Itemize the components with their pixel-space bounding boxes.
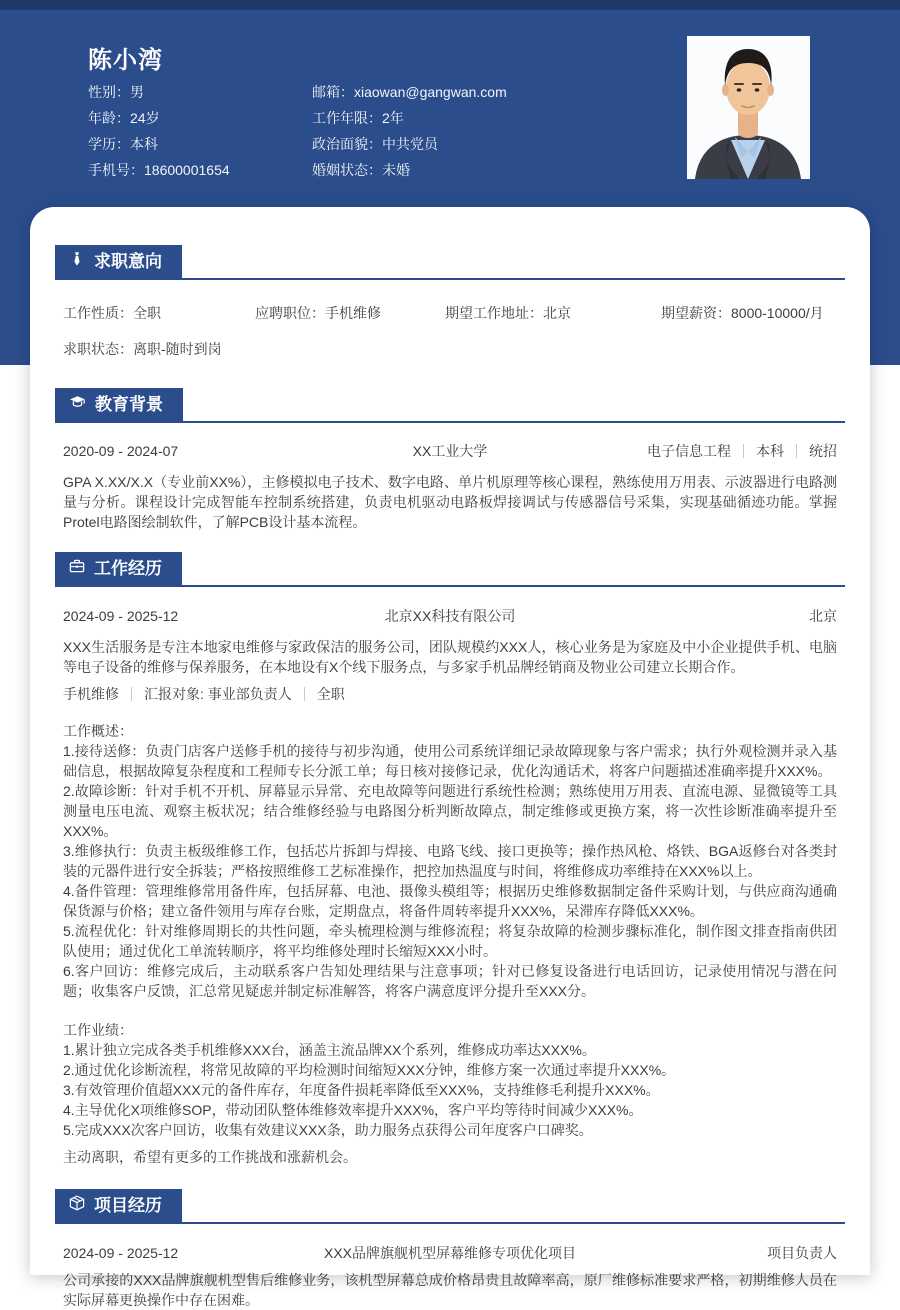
info-work-years: 工作年限：2年 <box>312 110 404 126</box>
separator <box>304 687 305 701</box>
education-major: 电子信息工程 <box>647 443 731 459</box>
project-period: 2024-09 - 2025-12 <box>63 1245 179 1261</box>
resume-card <box>30 207 870 1308</box>
work-achievement-item: 5.完成XXX次客户回访，收集有效建议XXX条，助力服务点获得公司年度客户口碑奖。 <box>63 1122 593 1138</box>
education-admission: 统招 <box>809 443 837 459</box>
section-title: 求职意向 <box>94 252 162 271</box>
field-salary: 期望薪资：8000-10000/月 <box>661 305 824 321</box>
package-icon <box>69 1189 85 1222</box>
work-overview-item: 5.流程优化：针对维修周期长的共性问题，牵头梳理检测与维修流程；将复杂故障的检测步骤标准化，制作图文排查指南供团队使用；通过优化工单流转顺序，将平均维修处理时长缩短XXX小时。 <box>63 923 837 959</box>
education-period: 2020-09 - 2024-07 <box>63 443 179 459</box>
education-school: XX工业大学 <box>412 443 488 459</box>
section-title: 工作经历 <box>94 559 162 578</box>
work-location: 北京 <box>809 608 837 624</box>
project-description: 公司承接的XXX品牌旗舰机型售后维修业务，该机型屏幕总成价格昂贵且故障率高，原厂维修标准要求严格，初期维修人员在实际屏幕更换操作中存在困难。 <box>63 1272 837 1308</box>
info-marital-status: 婚姻状态：未婚 <box>312 162 410 178</box>
work-role-row <box>55 686 845 702</box>
portrait-photo <box>687 36 810 179</box>
work-overview-item: 2.故障诊断：针对手机不开机、屏幕显示异常、充电故障等问题进行系统性检测；熟练使用万用表、直流电源、显微镜等工具测量电压电流、观察主板状况；结合维修经验与电路图分析判断故障点，制定维修或更换方案，将一次性诊断准确率提升至XXX%。 <box>63 783 837 839</box>
candidate-name: 陈小湾 <box>88 47 163 74</box>
work-achievement-item: 1.累计独立完成各类手机维修XXX台，涵盖主流品牌XX个系列，维修成功率达XXX%。 <box>63 1042 596 1058</box>
portrait-photo-illustration <box>687 36 810 179</box>
field-job-status: 求职状态：离职-随时到岗 <box>63 341 222 357</box>
project-meta-row <box>55 1245 845 1261</box>
briefcase-icon <box>69 552 85 585</box>
education-description: GPA X.XX/X.X（专业前XX%），主修模拟电子技术、数字电路、单片机原理等核心课程，熟练使用万用表、示波器进行电路测量与分析。课程设计完成智能车控制系统搭建，负责电机驱动电路板焊接调试与传感器信号采集，实现基础循迹功能。掌握Protel电路图绘制软件，了解PCB设计基本流程。 <box>63 474 837 530</box>
field-location: 期望工作地址：北京 <box>445 305 571 321</box>
work-report-to: 汇报对象: 事业部负责人 <box>144 686 292 702</box>
section-title: 项目经历 <box>94 1196 162 1215</box>
section-title: 教育背景 <box>95 395 163 414</box>
field-work-type: 工作性质：全职 <box>63 305 161 321</box>
work-overview-item: 4.备件管理：管理维修常用备件库，包括屏幕、电池、摄像头模组等；根据历史维修数据制定备件采购计划，与供应商沟通确保货源与价格；建立备件领用与库存台账，定期盘点，将备件周转率提升XXX%，呆滞库存降低XXX%。 <box>63 883 837 919</box>
work-period: 2024-09 - 2025-12 <box>63 608 179 624</box>
work-achievement-label: 工作业绩： <box>63 1022 133 1038</box>
work-overview <box>55 721 845 1001</box>
education-meta-row <box>55 443 845 459</box>
section-header-work <box>55 552 845 587</box>
info-email: 邮箱：xiaowan@gangwan.com <box>312 84 507 100</box>
work-overview-item: 6.客户回访：维修完成后，主动联系客户告知处理结果与注意事项；针对已修复设备进行电话回访，记录使用情况与潜在问题；收集客户反馈，汇总常见疑虑并制定标准解答，将客户满意度评分提升至XXX分。 <box>63 963 837 999</box>
education-degree: 本科 <box>756 443 784 459</box>
work-role: 手机维修 <box>63 686 119 702</box>
project-name: XXX品牌旗舰机型屏幕维修专项优化项目 <box>323 1245 576 1261</box>
separator <box>796 444 797 458</box>
separator <box>131 687 132 701</box>
leave-reason: 主动离职，希望有更多的工作挑战和涨薪机会。 <box>63 1149 357 1165</box>
section-header-project <box>55 1189 845 1224</box>
work-overview-label: 工作概述： <box>63 723 133 739</box>
work-achievement-item: 4.主导优化X项维修SOP，带动团队整体维修效率提升XXX%，客户平均等待时间减少XXX%。 <box>63 1102 643 1118</box>
tie-icon <box>69 245 85 278</box>
info-age: 年龄：24岁 <box>88 110 160 126</box>
info-education: 学历：本科 <box>88 136 158 152</box>
header-top-strip <box>0 0 900 10</box>
work-job-type: 全职 <box>316 686 345 702</box>
info-gender: 性别：男 <box>88 84 144 100</box>
company-intro: XXX生活服务是专注本地家电维修与家政保洁的服务公司，团队规模约XXX人，核心业务是为家庭及中小企业提供手机、电脑等电子设备的维修与保养服务，在本地设有X个线下服务点，与多家手机品牌经销商及物业公司建立长期合作。 <box>63 639 837 675</box>
info-phone: 手机号：18600001654 <box>88 162 230 178</box>
section-header-job-intention <box>55 245 845 280</box>
graduation-cap-icon <box>69 388 86 421</box>
work-achievement-item: 2.通过优化诊断流程，将常见故障的平均检测时间缩短XXX分钟，维修方案一次通过率提升XXX%。 <box>63 1062 676 1078</box>
section-header-education <box>55 388 845 423</box>
work-achievement-item: 3.有效管理价值超XXX元的备件库存，年度备件损耗率降低至XXX%，支持维修毛利提升XXX%。 <box>63 1082 660 1098</box>
work-overview-item: 3.维修执行：负责主板级维修工作，包括芯片拆卸与焊接、电路飞线、接口更换等；操作热风枪、烙铁、BGA返修台对各类封装的元器件进行安全拆装；严格按照维修工艺标准操作，把控加热温度与时间，将维修成功率维持在XXX%以上。 <box>63 843 837 879</box>
job-intention-row-1 <box>55 305 845 321</box>
info-political-status: 政治面貌：中共党员 <box>312 136 438 152</box>
work-overview-item: 1.接待送修：负责门店客户送修手机的接待与初步沟通，使用公司系统详细记录故障现象与客户需求；执行外观检测并录入基础信息，根据故障复杂程度和工程师专长分派工单；每日核对接修记录，优化沟通话术，将客户问题描述准确率提升XXX%。 <box>63 743 837 779</box>
work-company: 北京XX科技有限公司 <box>384 608 516 624</box>
job-intention-row-2 <box>55 341 845 357</box>
project-role: 项目负责人 <box>767 1245 837 1261</box>
work-meta-row <box>55 608 845 624</box>
field-position: 应聘职位：手机维修 <box>255 305 381 321</box>
candidate-info-grid <box>88 79 648 183</box>
separator <box>743 444 744 458</box>
work-achievements <box>55 1020 845 1140</box>
